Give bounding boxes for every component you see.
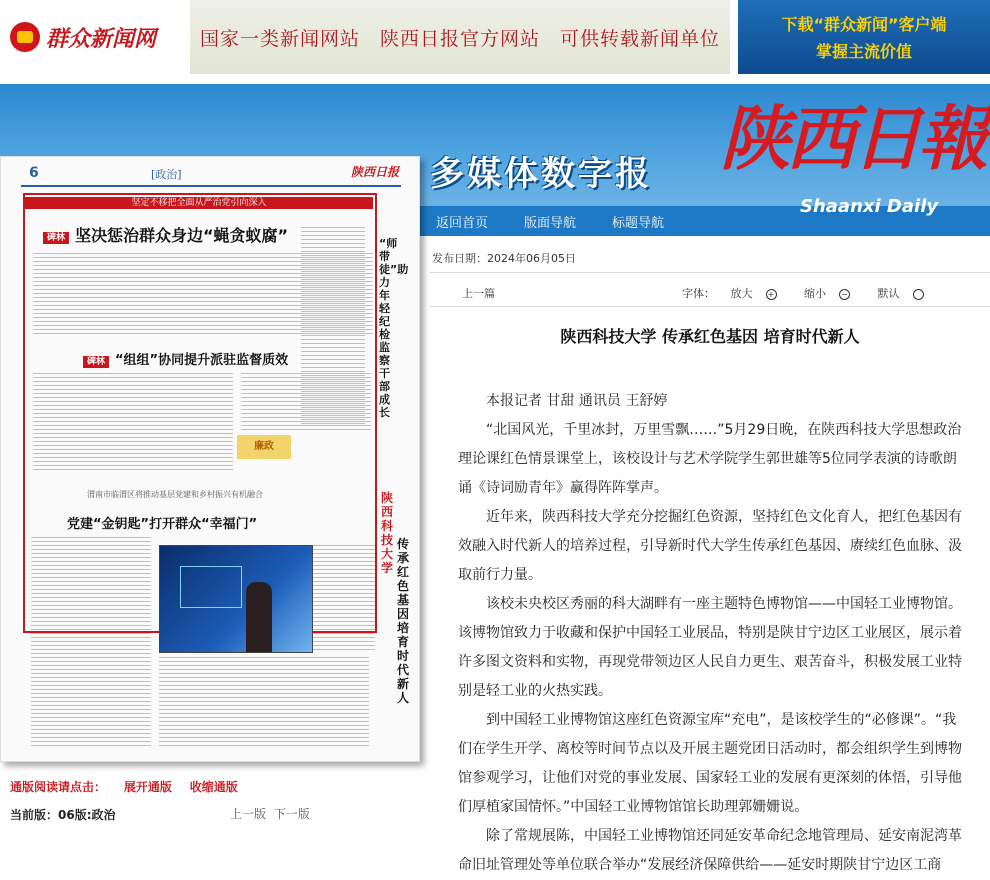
publish-date bbox=[432, 250, 576, 266]
paper-masthead: 陕西日报 bbox=[350, 165, 399, 179]
paper-stamp: 廉政 bbox=[237, 435, 291, 459]
paper-header bbox=[21, 163, 401, 187]
divider bbox=[430, 272, 990, 273]
paper-headline-1-text: 坚决惩治群众身边“蝇贪蚁腐” bbox=[75, 226, 289, 245]
paper-tag-1: 碑林 bbox=[43, 232, 69, 244]
divider bbox=[430, 306, 990, 307]
plus-icon: + bbox=[766, 289, 777, 300]
article-paragraph: 该校未央校区秀丽的科大湖畔有一座主题特色博物馆——中国轻工业博物馆。该博物馆致力于收藏和保护中国轻工业展品，特别是陕甘宁边区工业展区，展示着许多图文资料和实物，再现党带领边区人民自力更生、艰苦奋斗，积极发展工业特别是轻工业的火热实践。 bbox=[458, 596, 962, 699]
paper-subtitle-3: 渭南市临渭区将推动基层党建和乡村振兴有机融合 bbox=[87, 490, 263, 499]
expand-fullpage-link[interactable]: 展开通版 bbox=[123, 780, 172, 794]
font-label: 字体： bbox=[682, 287, 715, 300]
slogan-1: 国家一类新闻网站 bbox=[200, 27, 361, 50]
fullpage-read-controls bbox=[10, 778, 252, 795]
main-nav bbox=[436, 212, 700, 231]
collapse-fullpage-link[interactable]: 收缩通版 bbox=[189, 780, 238, 794]
logo-icon bbox=[10, 22, 40, 52]
paper-text-block bbox=[313, 545, 375, 653]
paper-side-title-2[interactable]: 陕西科技大学 bbox=[381, 491, 394, 575]
paper-headline-2-text: “组组”协同提升派驻监督质效 bbox=[115, 353, 289, 368]
site-logo[interactable] bbox=[10, 12, 180, 62]
multimedia-title: 多媒体数字报 bbox=[430, 154, 652, 194]
newspaper-page-thumbnail[interactable] bbox=[0, 156, 420, 762]
app-ad-line2: 掌握主流价值 bbox=[815, 42, 912, 61]
app-download-ad[interactable] bbox=[738, 0, 990, 74]
nav-home[interactable]: 返回首页 bbox=[436, 216, 489, 231]
article-byline: 本报记者 甘甜 通讯员 王舒婷 bbox=[486, 393, 668, 409]
article-body bbox=[458, 387, 966, 880]
article-paragraph: 近年来，陕西科技大学充分挖掘红色资源，坚持红色文化育人，把红色基因有效融入时代新人的培养过程，引导新时代大学生传承红色基因、赓续红色血脉、汲取前行力量。 bbox=[458, 509, 962, 583]
article-paragraph: 到中国轻工业博物馆这座红色资源宝库“充电”，是该校学生的“必修课”。“我们在学生开学、离校等时间节点以及开展主题党团日活动时，都会组织学生到博物馆参观学习，让他们对党的事业发展、国家轻工业的发展有更深刻的体悟，引导他们厚植家国情怀。”中国轻工业博物馆馆长助理郭姗姗说。 bbox=[458, 712, 962, 815]
slogan-3: 可供转载新闻单位 bbox=[560, 27, 721, 50]
minus-icon: − bbox=[839, 289, 850, 300]
article-paragraph: “北国风光，千里冰封，万里雪飘……”5月29日晚，在陕西科技大学思想政治理论课红色情景课堂上，该校设计与艺术学院学生郭世雄等5位同学表演的诗歌朗诵《诗词励青年》赢得阵阵掌声。 bbox=[458, 422, 962, 496]
prev-article-link[interactable]: 上一篇 bbox=[462, 287, 495, 300]
paper-side-title-3[interactable]: 传承红色基因 培育时代新人 bbox=[397, 537, 410, 705]
paper-headline-1[interactable] bbox=[43, 223, 288, 246]
paper-page-number: 6 bbox=[29, 165, 39, 181]
paper-text-block bbox=[31, 537, 151, 747]
top-banner bbox=[0, 0, 990, 84]
app-ad-line1: 下载“群众新闻”客户端 bbox=[781, 15, 947, 34]
font-bigger-button[interactable] bbox=[731, 287, 789, 300]
font-default-button[interactable] bbox=[878, 287, 936, 300]
newspaper-brand bbox=[720, 94, 990, 217]
paper-photo bbox=[159, 545, 313, 653]
publish-date-label: 发布日期： bbox=[432, 252, 487, 265]
next-page-link[interactable]: 下一版 bbox=[273, 807, 310, 821]
slogan-2: 陕西日报官方网站 bbox=[380, 27, 541, 50]
font-smaller-button[interactable] bbox=[804, 287, 862, 300]
font-size-controls bbox=[682, 285, 948, 301]
paper-section: [政治] bbox=[151, 168, 182, 181]
article-title: 陕西科技大学 传承红色基因 培育时代新人 bbox=[560, 327, 860, 346]
paper-text-block bbox=[159, 657, 369, 747]
paper-text-block bbox=[301, 227, 365, 427]
paper-headline-3[interactable]: 党建“金钥匙”打开群众“幸福门” bbox=[67, 517, 258, 532]
brand-cn: 陕西日報 bbox=[720, 97, 984, 180]
font-smaller-label: 缩小 bbox=[804, 287, 826, 300]
publish-date-value: 2024年06月05日 bbox=[487, 252, 576, 265]
paper-text-block bbox=[33, 373, 233, 473]
circle-icon bbox=[913, 289, 924, 300]
paper-headline-2[interactable] bbox=[83, 349, 288, 368]
nav-page-navigation[interactable]: 版面导航 bbox=[524, 216, 577, 231]
paper-red-banner: 坚定不移把全面从严治党引向深入 bbox=[25, 197, 373, 209]
nav-title-navigation[interactable]: 标题导航 bbox=[612, 216, 665, 231]
brand-en: Shaanxi Daily bbox=[800, 196, 939, 217]
logo-text: 群众新闻网 bbox=[46, 25, 157, 52]
slogan-banner bbox=[190, 0, 730, 74]
prev-page-link[interactable]: 上一版 bbox=[230, 807, 267, 821]
article-paragraph: 除了常规展陈，中国轻工业博物馆还同延安革命纪念地管理局、延安南泥湾革命旧址管理处等单位联合举办“发展经济保障供给——延安时期陕甘宁边区工商 bbox=[458, 828, 962, 873]
page-navigation bbox=[230, 805, 314, 822]
font-bigger-label: 放大 bbox=[730, 287, 753, 300]
read-hint-label: 通版阅读请点击： bbox=[10, 780, 107, 794]
current-page-label: 当前版：06版:政治 bbox=[10, 808, 116, 822]
paper-side-title-1[interactable]: “师带徒”助力年轻纪检监察干部成长 bbox=[379, 237, 409, 419]
font-default-label: 默认 bbox=[877, 287, 900, 300]
paper-tag-2: 碑林 bbox=[83, 356, 109, 368]
